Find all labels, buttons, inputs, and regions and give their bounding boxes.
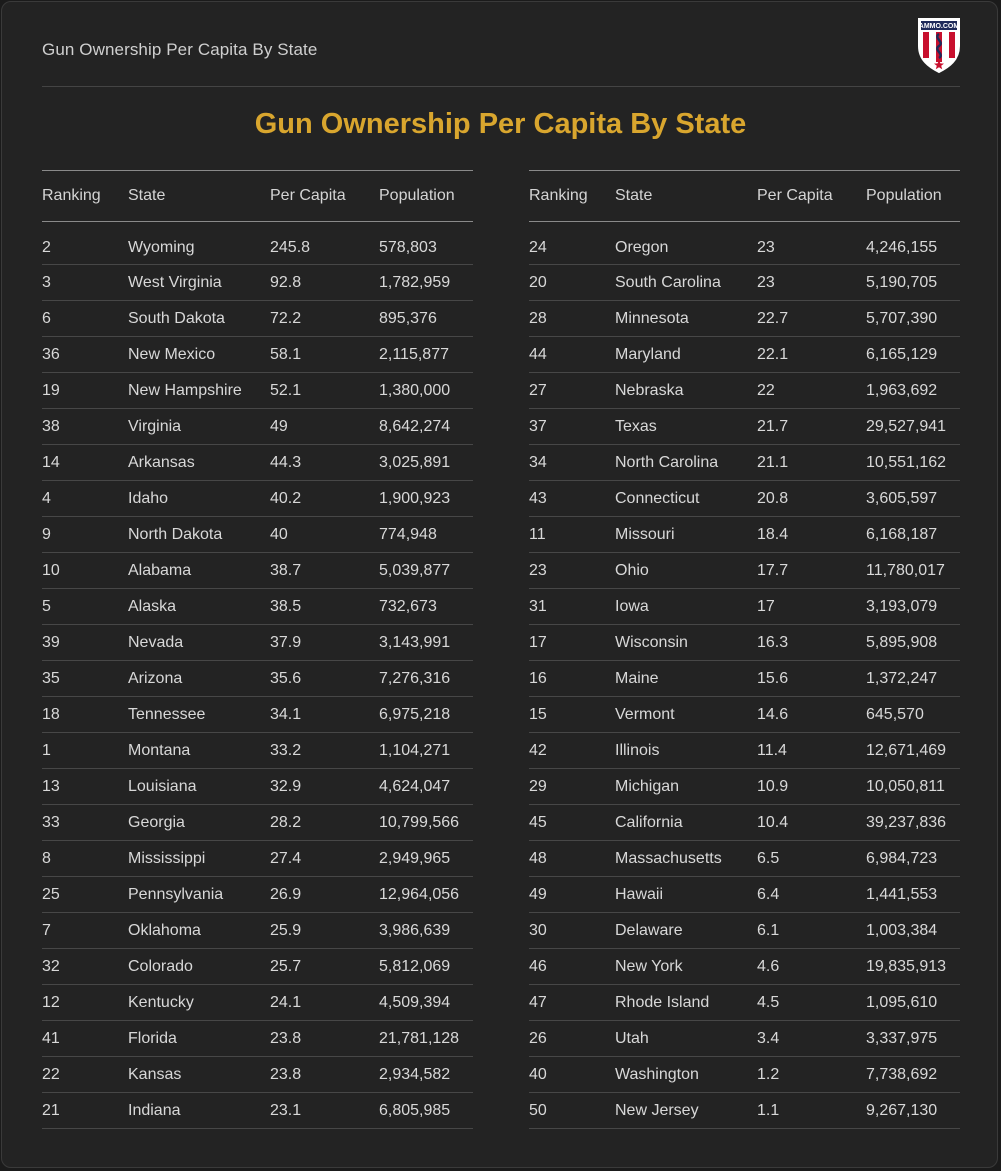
cell-state: Minnesota (615, 309, 689, 327)
cell-ranking: 30 (529, 921, 547, 939)
cell-state: New Jersey (615, 1101, 699, 1119)
cell-state: Massachusetts (615, 849, 722, 867)
cell-ranking: 46 (529, 957, 547, 975)
cell-per-capita: 10.9 (757, 777, 789, 795)
cell-per-capita: 25.9 (270, 921, 302, 939)
cell-population: 1,095,610 (866, 993, 938, 1011)
table-row (42, 222, 473, 265)
column-header-ranking: Ranking (42, 187, 101, 204)
cell-population: 3,193,079 (866, 597, 938, 615)
cell-per-capita: 38.7 (270, 561, 302, 579)
cell-per-capita: 26.9 (270, 885, 302, 903)
cell-per-capita: 49 (270, 417, 288, 435)
cell-population: 5,812,069 (379, 957, 451, 975)
cell-state: Arkansas (128, 453, 195, 471)
table-row (42, 733, 473, 769)
column-header-per-capita: Per Capita (757, 187, 833, 204)
table-row (42, 1021, 473, 1057)
cell-ranking: 10 (42, 561, 60, 579)
cell-ranking: 18 (42, 705, 60, 723)
table-row (529, 589, 960, 625)
cell-population: 7,738,692 (866, 1065, 938, 1083)
table-row (42, 625, 473, 661)
cell-state: Maine (615, 669, 659, 687)
cell-per-capita: 40.2 (270, 489, 302, 507)
cell-population: 578,803 (379, 238, 437, 256)
table-row (42, 373, 473, 409)
cell-ranking: 26 (529, 1029, 547, 1047)
cell-ranking: 16 (529, 669, 547, 687)
table-row (529, 553, 960, 589)
cell-population: 1,900,923 (379, 489, 451, 507)
cell-state: Connecticut (615, 489, 700, 507)
header-divider (42, 86, 960, 87)
cell-per-capita: 58.1 (270, 345, 302, 363)
cell-population: 29,527,941 (866, 417, 947, 435)
cell-state: Wisconsin (615, 633, 688, 651)
cell-per-capita: 17 (757, 597, 775, 615)
cell-population: 3,337,975 (866, 1029, 938, 1047)
cell-per-capita: 10.4 (757, 813, 789, 831)
cell-state: Florida (128, 1029, 177, 1047)
cell-state: Indiana (128, 1101, 181, 1119)
cell-state: Wyoming (128, 238, 195, 256)
table-row (529, 337, 960, 373)
cell-state: Utah (615, 1029, 649, 1047)
cell-per-capita: 25.7 (270, 957, 302, 975)
cell-ranking: 25 (42, 885, 60, 903)
cell-state: West Virginia (128, 273, 222, 291)
cell-population: 10,050,811 (866, 777, 945, 795)
cell-state: Missouri (615, 525, 675, 543)
cell-state: Oklahoma (128, 921, 201, 939)
cell-population: 12,671,469 (866, 741, 947, 759)
right-table (529, 170, 960, 1129)
cell-state: Montana (128, 741, 191, 759)
cell-ranking: 6 (42, 309, 51, 327)
table-row (529, 222, 960, 265)
cell-population: 4,624,047 (379, 777, 451, 795)
cell-ranking: 23 (529, 561, 547, 579)
table-row (42, 409, 473, 445)
cell-state: New York (615, 957, 683, 975)
cell-population: 1,372,247 (866, 669, 938, 687)
cell-state: South Carolina (615, 273, 721, 291)
cell-state: Tennessee (128, 705, 206, 723)
cell-per-capita: 44.3 (270, 453, 302, 471)
cell-per-capita: 22.7 (757, 309, 789, 327)
cell-per-capita: 1.1 (757, 1101, 780, 1119)
column-header-ranking: Ranking (529, 187, 588, 204)
cell-ranking: 21 (42, 1101, 60, 1119)
cell-state: New Mexico (128, 345, 216, 363)
cell-population: 3,605,597 (866, 489, 938, 507)
cell-population: 6,975,218 (379, 705, 451, 723)
cell-state: Maryland (615, 345, 681, 363)
cell-per-capita: 38.5 (270, 597, 302, 615)
table-row (529, 661, 960, 697)
cell-per-capita: 20.8 (757, 489, 789, 507)
cell-population: 39,237,836 (866, 813, 947, 831)
table-row (42, 301, 473, 337)
cell-ranking: 19 (42, 381, 60, 399)
table-row (529, 913, 960, 949)
cell-state: Rhode Island (615, 993, 710, 1011)
cell-state: New Hampshire (128, 381, 242, 399)
cell-ranking: 20 (529, 273, 547, 291)
table-header (42, 170, 473, 222)
cell-per-capita: 1.2 (757, 1065, 780, 1083)
cell-ranking: 12 (42, 993, 60, 1011)
cell-population: 6,168,187 (866, 525, 938, 543)
cell-population: 3,986,639 (379, 921, 451, 939)
cell-state: South Dakota (128, 309, 225, 327)
logo-text: AMMO.COM (918, 23, 960, 31)
cell-per-capita: 6.1 (757, 921, 780, 939)
cell-ranking: 28 (529, 309, 547, 327)
cell-ranking: 39 (42, 633, 60, 651)
cell-state: Delaware (615, 921, 683, 939)
cell-population: 5,707,390 (866, 309, 938, 327)
table-row (529, 1093, 960, 1129)
cell-ranking: 31 (529, 597, 547, 615)
cell-ranking: 9 (42, 525, 51, 543)
cell-population: 11,780,017 (866, 561, 945, 579)
cell-per-capita: 11.4 (757, 741, 787, 759)
table-row (529, 445, 960, 481)
table-row (42, 697, 473, 733)
cell-per-capita: 4.6 (757, 957, 780, 975)
cell-ranking: 36 (42, 345, 60, 363)
cell-ranking: 27 (529, 381, 547, 399)
cell-population: 1,963,692 (866, 381, 938, 399)
table-row (529, 877, 960, 913)
table-row (529, 805, 960, 841)
cell-per-capita: 23.8 (270, 1029, 302, 1047)
table-row (42, 1057, 473, 1093)
main-title: Gun Ownership Per Capita By State (254, 108, 747, 140)
cell-ranking: 5 (42, 597, 51, 615)
cell-ranking: 35 (42, 669, 60, 687)
table-row (42, 445, 473, 481)
cell-ranking: 32 (42, 957, 60, 975)
cell-ranking: 1 (42, 741, 51, 759)
table-row (529, 1057, 960, 1093)
cell-per-capita: 6.4 (757, 885, 780, 903)
cell-population: 2,949,965 (379, 849, 451, 867)
cell-per-capita: 6.5 (757, 849, 780, 867)
cell-ranking: 29 (529, 777, 547, 795)
cell-state: Michigan (615, 777, 680, 795)
cell-state: Colorado (128, 957, 193, 975)
cell-per-capita: 23.1 (270, 1101, 302, 1119)
cell-population: 6,984,723 (866, 849, 938, 867)
cell-population: 1,104,271 (379, 741, 451, 759)
cell-ranking: 43 (529, 489, 547, 507)
cell-ranking: 33 (42, 813, 60, 831)
cell-population: 1,380,000 (379, 381, 451, 399)
cell-per-capita: 21.1 (757, 453, 789, 471)
column-header-per-capita: Per Capita (270, 187, 346, 204)
table-row (42, 769, 473, 805)
cell-state: Kansas (128, 1065, 182, 1083)
cell-population: 10,799,566 (379, 813, 460, 831)
cell-population: 3,143,991 (379, 633, 451, 651)
cell-population: 732,673 (379, 597, 437, 615)
cell-ranking: 38 (42, 417, 60, 435)
table-row (529, 769, 960, 805)
cell-ranking: 49 (529, 885, 547, 903)
cell-state: Nevada (128, 633, 184, 651)
cell-state: Nebraska (615, 381, 684, 399)
left-table-body (42, 222, 473, 1129)
table-row (529, 481, 960, 517)
cell-ranking: 13 (42, 777, 60, 795)
cell-ranking: 45 (529, 813, 547, 831)
cell-population: 1,782,959 (379, 273, 451, 291)
table-row (529, 1021, 960, 1057)
cell-per-capita: 3.4 (757, 1029, 780, 1047)
cell-ranking: 41 (42, 1029, 60, 1047)
cell-state: Pennsylvania (128, 885, 224, 903)
cell-per-capita: 34.1 (270, 705, 302, 723)
column-header-population: Population (379, 187, 455, 204)
cell-state: Mississippi (128, 849, 206, 867)
cell-per-capita: 16.3 (757, 633, 789, 651)
left-table (42, 170, 473, 1129)
cell-population: 19,835,913 (866, 957, 947, 975)
cell-per-capita: 17.7 (757, 561, 789, 579)
cell-ranking: 3 (42, 273, 51, 291)
cell-ranking: 34 (529, 453, 547, 471)
cell-per-capita: 24.1 (270, 993, 302, 1011)
cell-state: Illinois (615, 741, 660, 759)
cell-state: Washington (615, 1065, 699, 1083)
cell-population: 6,165,129 (866, 345, 938, 363)
cell-state: California (615, 813, 683, 831)
table-row (42, 913, 473, 949)
cell-population: 12,964,056 (379, 885, 460, 903)
cell-population: 1,003,384 (866, 921, 938, 939)
cell-population: 21,781,128 (379, 1029, 460, 1047)
cell-ranking: 17 (529, 633, 547, 651)
cell-ranking: 7 (42, 921, 51, 939)
cell-state: Hawaii (615, 885, 664, 903)
cell-per-capita: 22.1 (757, 345, 789, 363)
column-header-state: State (615, 187, 653, 204)
table-row (42, 589, 473, 625)
cell-state: Louisiana (128, 777, 197, 795)
cell-per-capita: 15.6 (757, 669, 789, 687)
cell-per-capita: 72.2 (270, 309, 302, 327)
cell-state: Arizona (128, 669, 183, 687)
table-row (529, 697, 960, 733)
table-row (42, 949, 473, 985)
cell-population: 5,039,877 (379, 561, 451, 579)
right-table-body (529, 222, 960, 1129)
cell-ranking: 40 (529, 1065, 547, 1083)
cell-population: 4,509,394 (379, 993, 451, 1011)
table-row (42, 841, 473, 877)
cell-per-capita: 52.1 (270, 381, 302, 399)
table-row (42, 877, 473, 913)
cell-state: Texas (615, 417, 657, 435)
cell-per-capita: 245.8 (270, 238, 311, 256)
cell-per-capita: 22 (757, 381, 775, 399)
table-row (529, 733, 960, 769)
table-row (42, 985, 473, 1021)
cell-state: Vermont (615, 705, 675, 723)
cell-ranking: 15 (529, 705, 547, 723)
table-row (529, 625, 960, 661)
table-row (42, 805, 473, 841)
cell-population: 2,934,582 (379, 1065, 451, 1083)
cell-per-capita: 23 (757, 273, 775, 291)
cell-population: 10,551,162 (866, 453, 947, 471)
cell-population: 7,276,316 (379, 669, 451, 687)
cell-ranking: 48 (529, 849, 547, 867)
cell-population: 2,115,877 (379, 345, 449, 363)
table-header (529, 170, 960, 222)
cell-population: 6,805,985 (379, 1101, 451, 1119)
table-row (529, 517, 960, 553)
table-row (42, 481, 473, 517)
cell-per-capita: 4.5 (757, 993, 780, 1011)
cell-state: Iowa (615, 597, 649, 615)
table-row (529, 409, 960, 445)
infographic-card (1, 1, 998, 1168)
table-row (529, 301, 960, 337)
table-row (529, 841, 960, 877)
cell-ranking: 44 (529, 345, 547, 363)
cell-population: 645,570 (866, 705, 924, 723)
header-title: Gun Ownership Per Capita By State (42, 40, 318, 59)
cell-state: Kentucky (128, 993, 194, 1011)
cell-per-capita: 92.8 (270, 273, 302, 291)
cell-state: Georgia (128, 813, 185, 831)
cell-state: Virginia (128, 417, 182, 435)
cell-ranking: 11 (529, 525, 546, 543)
table-row (529, 949, 960, 985)
column-header-state: State (128, 187, 166, 204)
cell-population: 5,895,908 (866, 633, 938, 651)
cell-ranking: 47 (529, 993, 547, 1011)
cell-state: North Dakota (128, 525, 223, 543)
cell-per-capita: 33.2 (270, 741, 302, 759)
table-row (42, 661, 473, 697)
cell-state: Alabama (128, 561, 192, 579)
cell-state: North Carolina (615, 453, 719, 471)
table-row (42, 337, 473, 373)
cell-ranking: 8 (42, 849, 51, 867)
cell-ranking: 14 (42, 453, 60, 471)
cell-ranking: 22 (42, 1065, 60, 1083)
cell-ranking: 2 (42, 238, 51, 256)
cell-population: 5,190,705 (866, 273, 938, 291)
cell-population: 895,376 (379, 309, 437, 327)
table-row (42, 553, 473, 589)
cell-ranking: 24 (529, 238, 547, 256)
cell-ranking: 4 (42, 489, 51, 507)
cell-ranking: 37 (529, 417, 547, 435)
table-row (42, 1093, 473, 1129)
cell-per-capita: 28.2 (270, 813, 302, 831)
table-row (529, 373, 960, 409)
cell-population: 1,441,553 (866, 885, 938, 903)
column-header-population: Population (866, 187, 942, 204)
cell-per-capita: 37.9 (270, 633, 302, 651)
ammo-logo-icon (916, 16, 962, 74)
cell-ranking: 50 (529, 1101, 547, 1119)
cell-state: Oregon (615, 238, 669, 256)
cell-per-capita: 21.7 (757, 417, 789, 435)
cell-state: Idaho (128, 489, 169, 507)
cell-population: 8,642,274 (379, 417, 451, 435)
cell-population: 4,246,155 (866, 238, 938, 256)
table-row (42, 265, 473, 301)
cell-ranking: 42 (529, 741, 547, 759)
cell-per-capita: 18.4 (757, 525, 789, 543)
cell-population: 9,267,130 (866, 1101, 938, 1119)
table-row (42, 517, 473, 553)
cell-per-capita: 23.8 (270, 1065, 302, 1083)
cell-state: Alaska (128, 597, 177, 615)
cell-population: 774,948 (379, 525, 437, 543)
cell-per-capita: 27.4 (270, 849, 302, 867)
cell-per-capita: 40 (270, 525, 288, 543)
table-row (529, 265, 960, 301)
cell-state: Ohio (615, 561, 649, 579)
cell-per-capita: 23 (757, 238, 775, 256)
cell-population: 3,025,891 (379, 453, 451, 471)
cell-per-capita: 35.6 (270, 669, 302, 687)
cell-per-capita: 32.9 (270, 777, 302, 795)
table-row (529, 985, 960, 1021)
cell-per-capita: 14.6 (757, 705, 789, 723)
